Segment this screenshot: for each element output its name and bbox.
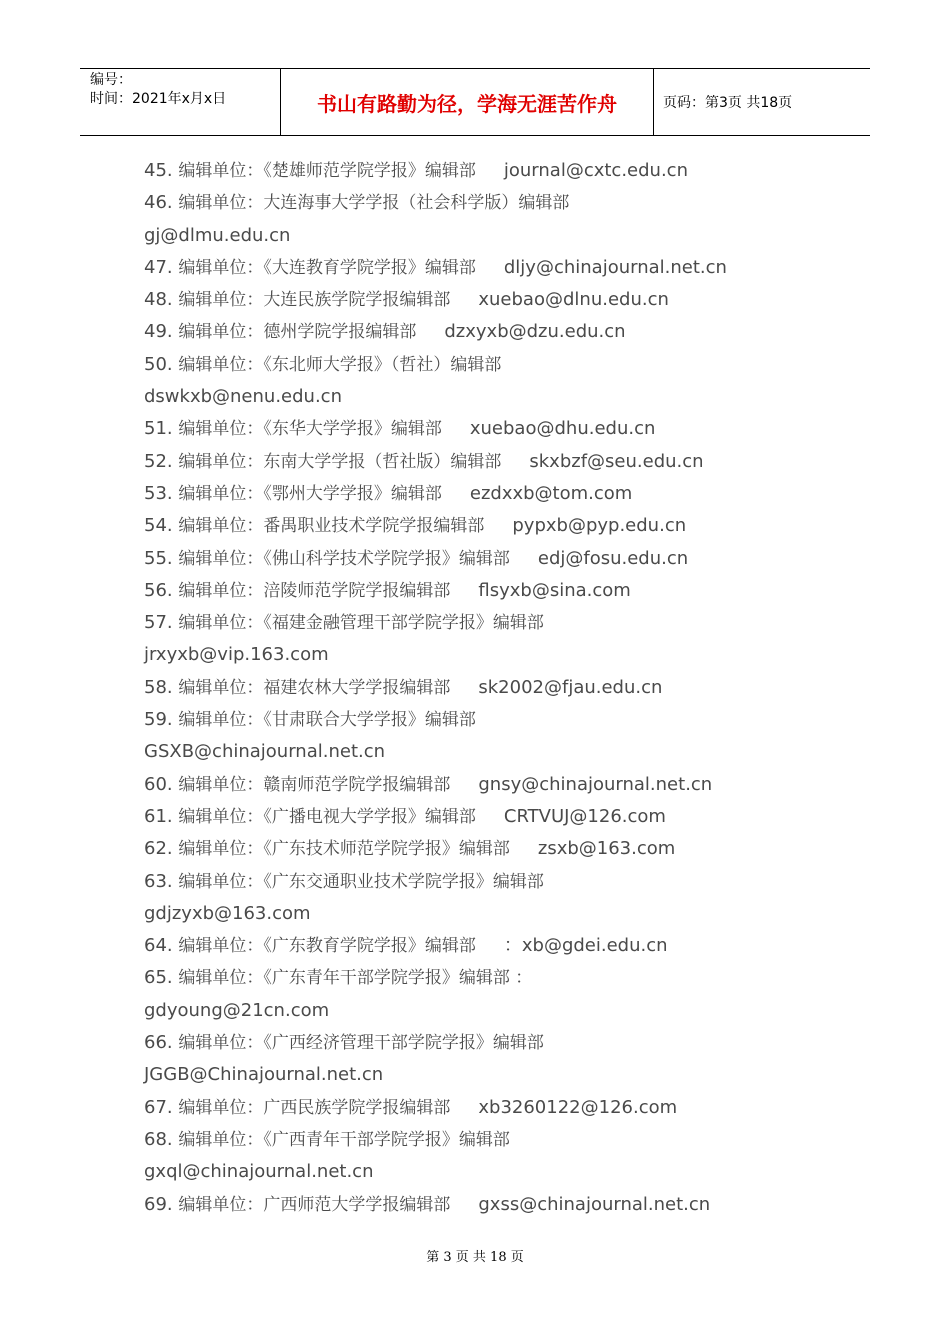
entry-label: 编辑单位： [178,548,264,569]
entry-email[interactable]: skxbzf@seu.edu.cn [529,450,704,472]
entry-label: 编辑单位： [178,193,264,214]
entry-organization: 涪陵师范学院学报编辑部 [263,580,451,601]
entry-number: 64. [144,935,173,957]
list-item-continuation [144,220,844,252]
entry-organization: 大连海事大学学报（社会科学版）编辑部 [263,193,570,214]
entry-organization: 《广东教育学院学报》编辑部 [263,936,476,957]
entry-number: 65. [144,967,173,989]
entry-number: 51. [144,418,173,440]
list-item [144,316,844,348]
entry-label: 编辑单位： [178,710,264,731]
entry-number: 58. [144,676,173,698]
entry-label: 编辑单位： [178,161,264,181]
entry-email[interactable]: pypxb@pyp.edu.cn [512,515,687,537]
entry-number: 61. [144,805,173,827]
list-item [144,349,844,381]
list-item [144,575,844,607]
entry-label: 编辑单位： [178,1033,264,1054]
entry-number: 69. [144,1193,173,1215]
list-item [144,704,844,736]
entry-label: 编辑单位： [178,451,264,472]
entry-email[interactable]: xuebao@dhu.edu.cn [469,418,656,440]
entry-organization: 东南大学学报（哲社版）编辑部 [263,451,502,472]
journal-contact-list [144,155,844,1221]
entry-label: 编辑单位： [178,871,264,892]
entry-label: 编辑单位： [178,516,264,537]
list-item [144,155,844,187]
entry-organization: 德州学院学报编辑部 [263,322,417,343]
entry-label: 编辑单位： [178,677,264,698]
entry-email[interactable]: sk2002@fjau.edu.cn [478,676,663,698]
entry-organization: 《东北师大学报》（哲社）编辑部 [263,354,502,375]
entry-email[interactable]: journal@cxtc.edu.cn [503,160,688,181]
entry-organization: 大连民族学院学报编辑部 [263,290,451,311]
entry-email[interactable]: gxss@chinajournal.net.cn [478,1193,711,1215]
entry-number: 47. [144,256,173,278]
list-item [144,543,844,575]
entry-number: 45. [144,160,173,181]
entry-organization: 《佛山科学技术学院学报》编辑部 [263,548,510,569]
entry-label: 编辑单位： [178,257,264,278]
entry-label: 编辑单位： [178,774,264,795]
list-item [144,962,844,994]
entry-organization: 《大连教育学院学报》编辑部 [263,257,476,278]
entry-email[interactable]: zsxb@163.com [537,838,676,860]
list-item [144,1092,844,1124]
list-item [144,1027,844,1059]
entry-number: 57. [144,612,173,634]
list-item [144,801,844,833]
list-item [144,1124,844,1156]
entry-email[interactable]: dswkxb@nenu.edu.cn [144,386,342,408]
entry-number: 48. [144,289,173,311]
header-motto: 书山有路勤为径，学海无涯苦作舟 [281,69,654,135]
entry-number: 60. [144,773,173,795]
entry-number: 56. [144,579,173,601]
entry-email[interactable]: edj@fosu.edu.cn [537,547,689,569]
entry-label: 编辑单位： [178,1097,264,1118]
entry-label: 编辑单位： [178,613,264,634]
entry-label: 编辑单位： [178,322,264,343]
entry-number: 67. [144,1096,173,1118]
list-item [144,1189,844,1221]
entry-organization: 广西民族学院学报编辑部 [263,1097,451,1118]
list-item-continuation [144,639,844,671]
entry-number: 50. [144,353,173,375]
entry-number: 46. [144,192,173,214]
entry-label: 编辑单位： [178,1129,264,1150]
entry-label: 编辑单位： [178,354,264,375]
list-item [144,769,844,801]
entry-organization: 番禺职业技术学院学报编辑部 [263,516,485,537]
page-header [80,68,870,136]
entry-email[interactable]: ezdxxb@tom.com [469,482,633,504]
list-item [144,187,844,219]
entry-organization: 《广东技术师范学院学报》编辑部 [263,839,510,860]
entry-number: 63. [144,870,173,892]
entry-email[interactable]: xuebao@dlnu.edu.cn [478,289,669,311]
entry-organization: 《广播电视大学学报》编辑部 [263,806,476,827]
entry-label: 编辑单位： [178,806,264,827]
list-item [144,672,844,704]
entry-label: 编辑单位： [178,839,264,860]
list-item-continuation [144,1059,844,1091]
entry-organization: 赣南师范学院学报编辑部 [263,774,451,795]
entry-organization: 《东华大学学报》编辑部 [263,419,442,440]
list-item [144,478,844,510]
entry-organization: 《楚雄师范学院学报》编辑部 [263,161,476,181]
entry-email[interactable]: CRTVUJ@126.com [503,805,666,827]
document-number: 编号： [90,72,132,88]
list-item [144,252,844,284]
page-footer: 第 3 页 共 18 页 [426,1250,524,1265]
list-item-continuation [144,898,844,930]
entry-label: 编辑单位： [178,580,264,601]
entry-organization: 福建农林大学学报编辑部 [263,677,451,698]
entry-organization: 广西师范大学学报编辑部 [263,1194,451,1215]
entry-email[interactable]: ：xb@gdei.edu.cn [503,935,668,957]
entry-email[interactable]: gxql@chinajournal.net.cn [144,1161,374,1183]
list-item [144,833,844,865]
entry-email[interactable]: GSXB@chinajournal.net.cn [144,741,386,763]
entry-organization: 《广西经济管理干部学院学报》编辑部 [263,1033,544,1054]
entry-number: 66. [144,1032,173,1054]
entry-number: 55. [144,547,173,569]
entry-number: 59. [144,709,173,731]
entry-number: 53. [144,482,173,504]
entry-organization: 《福建金融管理干部学院学报》编辑部 [263,613,544,634]
entry-number: 68. [144,1128,173,1150]
entry-label: 编辑单位： [178,968,264,989]
entry-email[interactable]: gdjzyxb@163.com [144,902,311,924]
entry-email[interactable]: xb3260122@126.com [478,1096,678,1118]
entry-number: 49. [144,321,173,343]
list-item-continuation [144,381,844,413]
entry-number: 62. [144,838,173,860]
entry-label: 编辑单位： [178,1194,264,1215]
entry-organization: 《甘肃联合大学学报》编辑部 [263,710,476,731]
entry-label: 编辑单位： [178,936,264,957]
document-date: 时间：2021年x月x日 [90,91,227,107]
list-item [144,607,844,639]
entry-organization: 《广东青年干部学院学报》编辑部 ： [263,968,533,989]
list-item-continuation [144,736,844,768]
header-page-number: 页码：第3页 共18页 [663,95,793,111]
list-item [144,930,844,962]
list-item-continuation [144,995,844,1027]
entry-email[interactable]: dljy@chinajournal.net.cn [503,256,727,278]
list-item-continuation [144,1156,844,1188]
entry-email[interactable]: jrxyxb@vip.163.com [144,644,329,666]
entry-organization: 《鄂州大学学报》编辑部 [263,483,442,504]
header-meta [80,69,281,135]
entry-label: 编辑单位： [178,483,264,504]
entry-label: 编辑单位： [178,290,264,311]
entry-email[interactable]: gnsy@chinajournal.net.cn [478,773,713,795]
entry-email[interactable]: dzxyxb@dzu.edu.cn [444,321,626,343]
entry-organization: 《广西青年干部学院学报》编辑部 [263,1129,510,1150]
entry-number: 52. [144,450,173,472]
entry-email[interactable]: gj@dlmu.edu.cn [144,224,291,246]
entry-email[interactable]: JGGB@Chinajournal.net.cn [144,1064,384,1086]
list-item [144,866,844,898]
list-item [144,284,844,316]
entry-organization: 《广东交通职业技术学院学报》编辑部 [263,871,544,892]
list-item [144,510,844,542]
entry-email[interactable]: flsyxb@sina.com [478,579,631,601]
list-item [144,446,844,478]
list-item [144,413,844,445]
entry-number: 54. [144,515,173,537]
entry-email[interactable]: gdyoung@21cn.com [144,999,330,1021]
entry-label: 编辑单位： [178,419,264,440]
